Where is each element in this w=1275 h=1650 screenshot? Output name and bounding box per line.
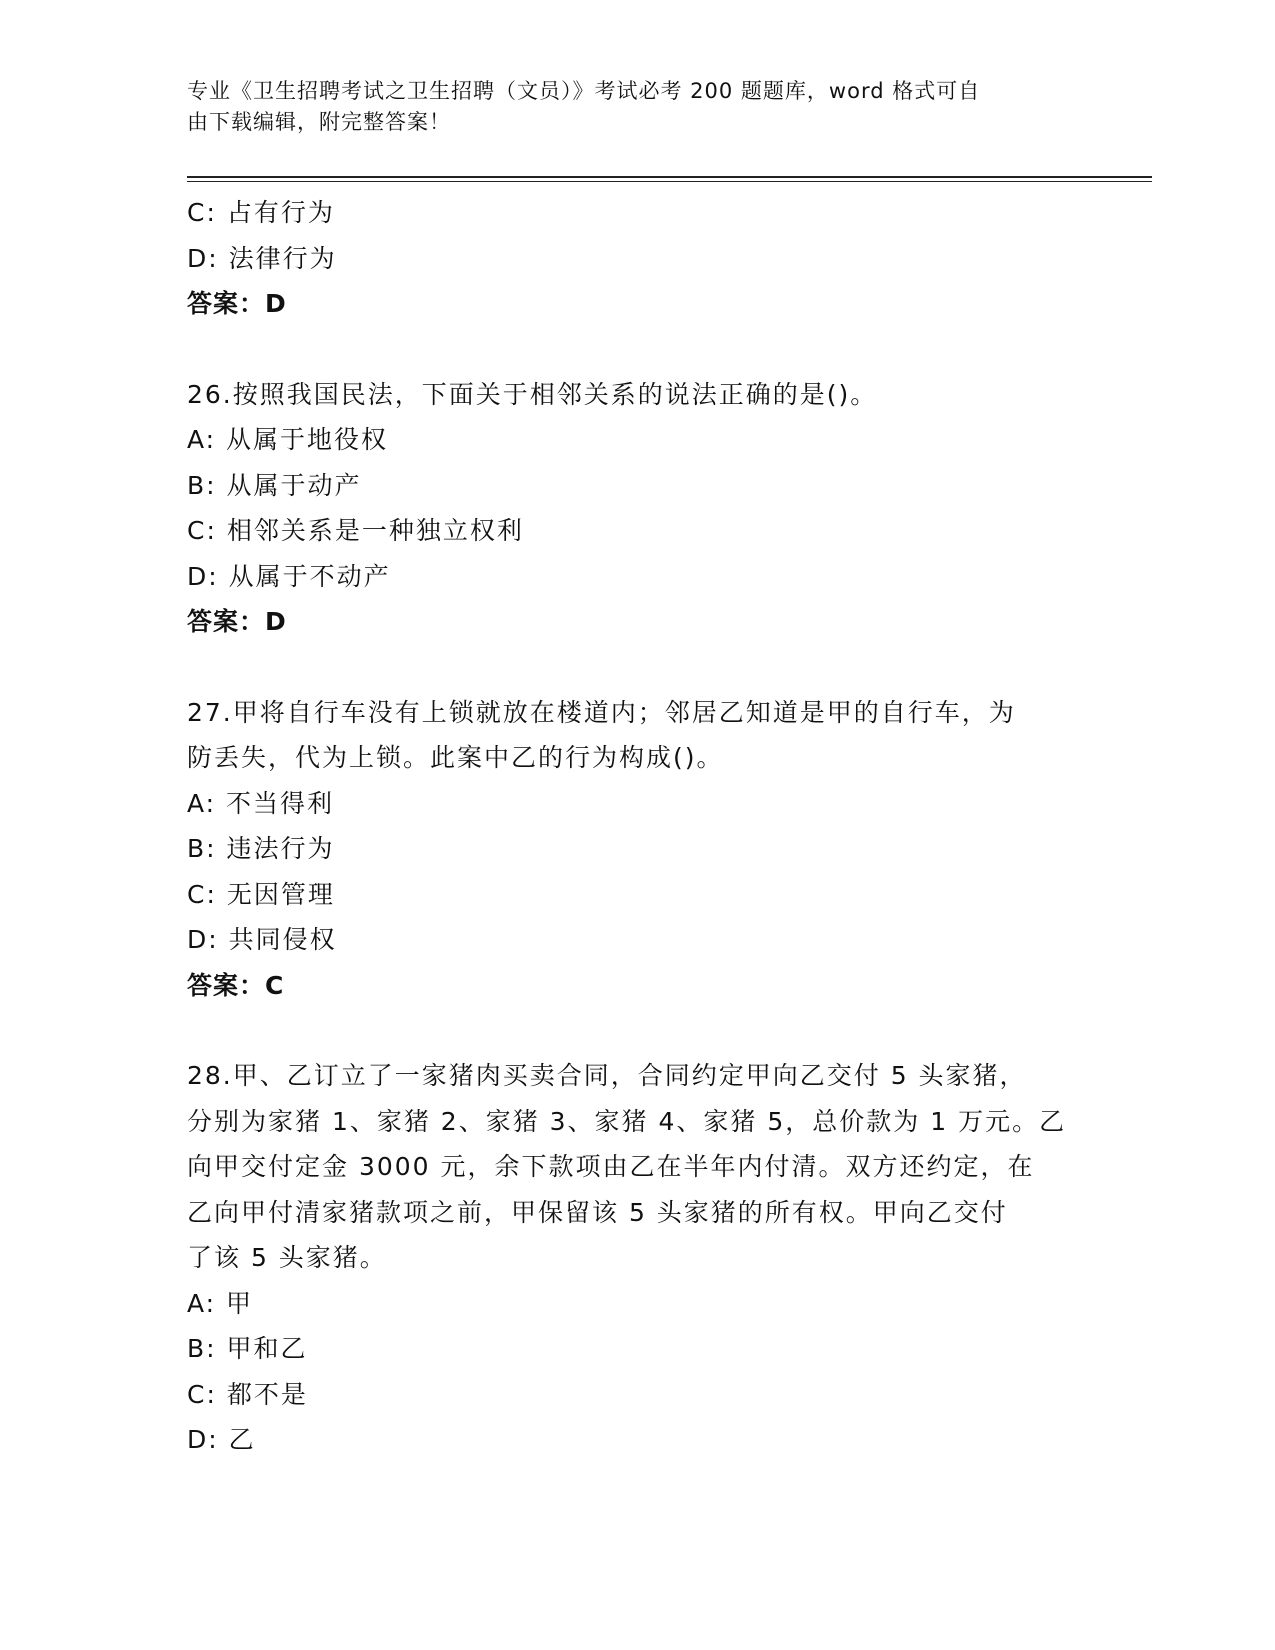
- stem-line: 28.甲、乙订立了一家猪肉买卖合同，合同约定甲向乙交付 5 头家猪，: [187, 1061, 1027, 1090]
- option-c: C: 都不是: [187, 1379, 308, 1409]
- question-stem: [187, 372, 1087, 418]
- option-c: C: 相邻关系是一种独立权利: [187, 516, 524, 545]
- option-a: A: 甲: [187, 1288, 254, 1318]
- spacer: [187, 1008, 1087, 1053]
- answer-line: 答案：D: [187, 289, 287, 318]
- option-d: D: 共同侵权: [187, 925, 337, 954]
- option-d: D: 从属于不动产: [187, 561, 391, 591]
- question-stem: [187, 690, 1087, 781]
- stem-line: 防丢失，代为上锁。此案中乙的行为构成()。: [187, 743, 724, 772]
- stem-line: 26.按照我国民法，下面关于相邻关系的说法正确的是()。: [187, 379, 878, 409]
- option-b: B: 违法行为: [187, 834, 335, 863]
- stem-line: 分别为家猪 1、家猪 2、家猪 3、家猪 4、家猪 5，总价款为 1 万元。乙: [187, 1106, 1067, 1136]
- stem-line: 向甲交付定金 3000 元，余下款项由乙在半年内付清。双方还约定，在: [187, 1152, 1035, 1181]
- carryover-block: [187, 190, 1087, 327]
- option-d: D: 法律行为: [187, 243, 337, 273]
- header-line-1: 专业《卫生招聘考试之卫生招聘（文员）》考试必考 200 题题库，word 格式可自: [187, 79, 981, 103]
- question-26: [187, 372, 1087, 645]
- option-b: B: 从属于动产: [187, 470, 362, 500]
- question-list: [187, 190, 1087, 1463]
- spacer: [187, 645, 1087, 690]
- stem-line: 乙向甲付清家猪款项之前，甲保留该 5 头家猪的所有权。甲向乙交付: [187, 1197, 1008, 1227]
- option-c: C: 无因管理: [187, 879, 335, 909]
- question-28: [187, 1053, 1087, 1463]
- spacer: [187, 327, 1087, 372]
- option-c: C: 占有行为: [187, 198, 335, 227]
- answer-line: 答案：D: [187, 607, 287, 636]
- header-rule-thick: [187, 176, 1152, 178]
- header-rule-thin: [187, 181, 1152, 182]
- question-stem: [187, 1053, 1087, 1281]
- stem-line: 27.甲将自行车没有上锁就放在楼道内；邻居乙知道是甲的自行车，为: [187, 697, 1016, 727]
- option-b: B: 甲和乙: [187, 1334, 308, 1363]
- option-a: A: 从属于地役权: [187, 425, 389, 454]
- option-a: A: 不当得利: [187, 788, 335, 818]
- option-d: D: 乙: [187, 1425, 256, 1454]
- document-header: [187, 76, 1067, 138]
- header-line-2: 由下载编辑，附完整答案！: [187, 110, 451, 134]
- question-27: [187, 690, 1087, 1009]
- answer-line: 答案：C: [187, 970, 285, 1000]
- stem-line: 了该 5 头家猪。: [187, 1243, 387, 1272]
